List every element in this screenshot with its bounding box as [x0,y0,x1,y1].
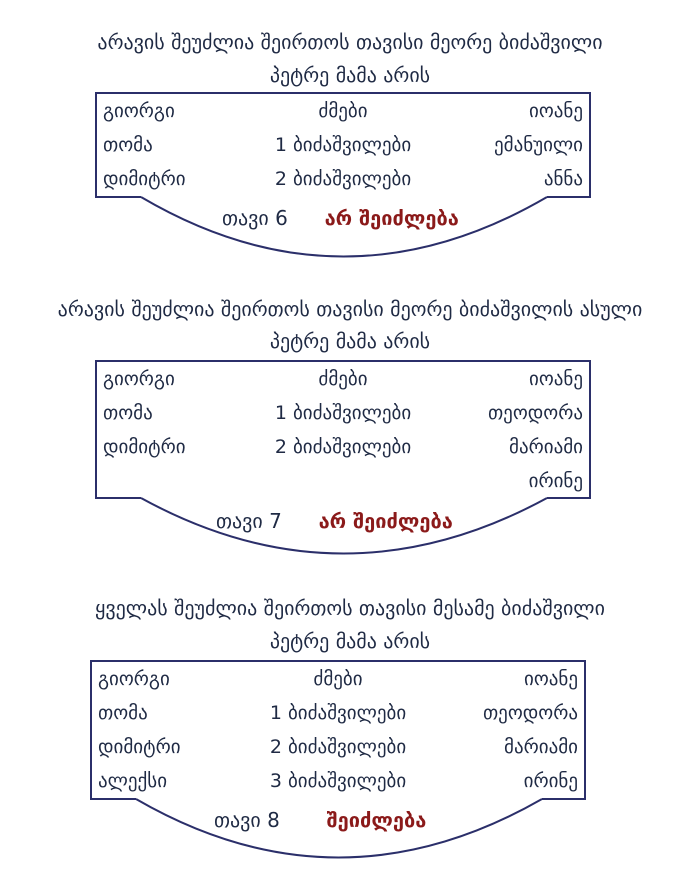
chapter-label: თავი 6 [222,206,288,230]
left-cell: თომა [90,696,148,728]
panel-subtitle: პეტრე მამა არის [269,629,431,653]
relation-cell: 1 ბიძაშვილები [269,702,407,724]
left-cell: დიმიტრი [90,730,181,762]
right-cell: მარიამი [509,430,591,462]
chapter-label: თავი 7 [216,509,282,533]
right-cell: მარიამი [504,730,586,762]
result-label: არ შეიძლება [318,509,453,533]
right-cell: ირინე [529,464,591,496]
chapter-caption [214,808,426,832]
left-cell: დიმიტრი [95,430,186,462]
relation-cell: 1 ბიძაშვილები [274,402,412,424]
result-label: არ შეიძლება [324,206,459,230]
table-row [92,662,584,696]
left-cell: დიმიტრი [95,162,186,194]
panel-title: ყველას შეუძლია შეირთოს თავისი მესამე ბიძაშვილი [95,596,605,620]
right-cell: იოანე [524,662,586,694]
left-cell: გიორგი [95,362,175,394]
chapter-label: თავი 8 [214,808,280,832]
relation-cell: 2 ბიძაშვილები [274,168,412,190]
relation-cell: 1 ბიძაშვილები [274,134,412,156]
right-cell: იოანე [529,94,591,126]
result-label: შეიძლება [326,808,427,832]
relation-cell: ძმები [313,668,363,690]
left-cell: გიორგი [90,662,170,694]
right-cell: თეოდორა [488,396,591,428]
right-cell: ანნა [544,162,591,194]
right-cell: ირინე [524,764,586,796]
relation-cell: 3 ბიძაშვილები [269,770,407,792]
relation-table [90,660,586,798]
left-cell: ალექსი [90,764,167,796]
relation-cell: ძმები [318,100,368,122]
table-row [92,764,584,798]
panel-subtitle: პეტრე მამა არის [269,63,431,87]
relation-cell: 2 ბიძაშვილები [274,436,412,458]
relation-cell: 2 ბიძაშვილები [269,736,407,758]
right-cell: ემანუილი [494,128,591,160]
table-row [92,730,584,764]
left-cell: თომა [95,128,153,160]
table-row [92,696,584,730]
left-cell: თომა [95,396,153,428]
left-cell: გიორგი [95,94,175,126]
right-cell: თეოდორა [483,696,586,728]
right-cell: იოანე [529,362,591,394]
relation-cell: ძმები [318,368,368,390]
panel-subtitle: პეტრე მამა არის [269,329,431,353]
panel-title: არავის შეუძლია შეირთოს თავისი მეორე ბიძაშვილი [97,30,603,54]
panel-title: არავის შეუძლია შეირთოს თავისი მეორე ბიძაშვილის ასული [57,297,643,321]
